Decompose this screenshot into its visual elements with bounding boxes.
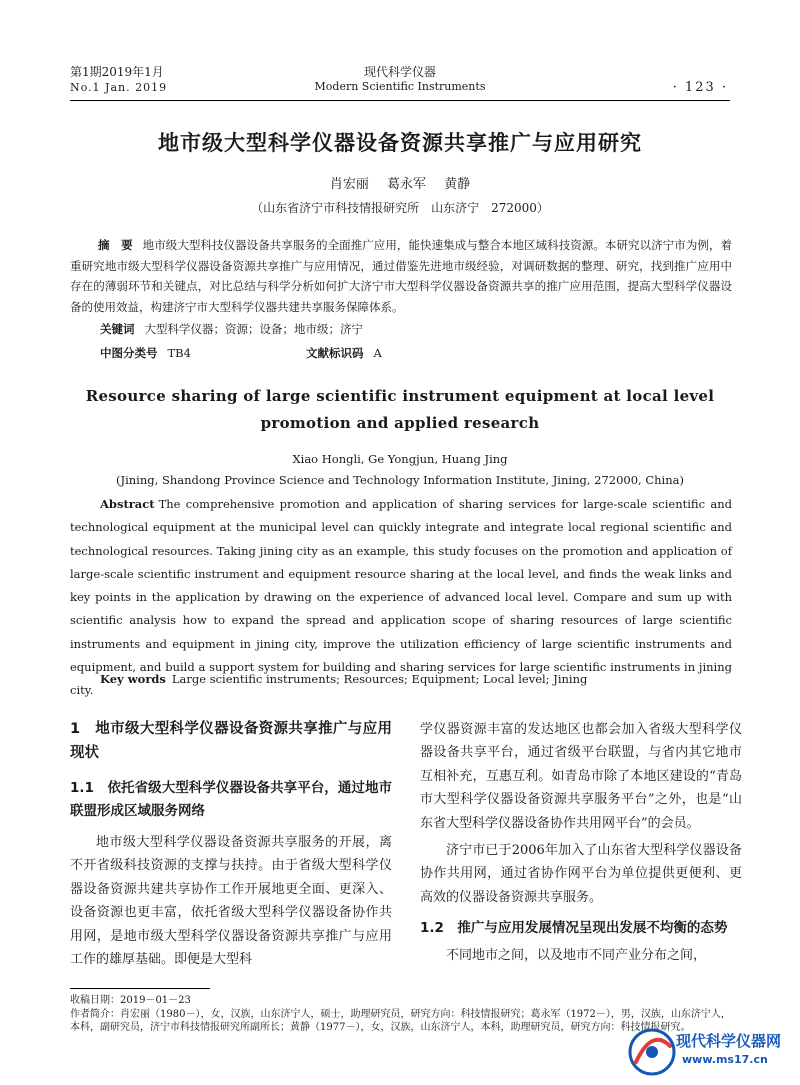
issue-date-cn: 第1期2019年1月	[70, 65, 164, 79]
header-rule	[70, 100, 730, 101]
classification-value: TB4	[167, 346, 191, 360]
abstract-en-text: The comprehensive promotion and application of sharing services for large-scale scientific and technological equipment at the municipal level can quickly integrate and integrate local regional scientific and technological resources. Taking jining city as an example, this study focuses on the promotion and application of large-scale scientific instrument and equipment resource sharing at the local level, and finds the weak links and key points in the application by drawing on the experience of advanced local level. Compare and sum up with scientific analysis how to expand the spread and application scope of sharing resources of large scientific instruments and equipment in jining city, improve the utilization efficiency of large scientific instruments and equipment, and build a support system for building and sharing services for large scientific instruments in jining city.	[70, 497, 732, 698]
watermark-url: www.ms17.cn	[682, 1053, 768, 1066]
footnote-rule	[70, 988, 210, 989]
authors-en: Xiao Hongli, Ge Yongjun, Huang Jing	[292, 452, 508, 466]
affiliation-en: (Jining, Shandong Province Science and Technology Information Institute, Jining, 272000, China)	[116, 473, 684, 487]
journal-name-cn: 现代科学仪器	[363, 65, 436, 79]
abstract-cn-label: 摘 要	[98, 238, 133, 252]
issue-date-en: No.1 Jan. 2019	[70, 81, 168, 94]
affiliation-cn: （山东省济宁市科技情报研究所 山东济宁 272000）	[251, 201, 549, 215]
page-number: · 123 ·	[672, 80, 728, 95]
document-code	[306, 345, 382, 361]
paper-title-en: Resource sharing of large scientific instrument equipment at local level promotion and applied research	[85, 387, 715, 432]
keywords-cn-text: 大型科学仪器；资源；设备；地市级；济宁	[144, 322, 363, 336]
keywords-cn	[100, 321, 363, 337]
section-1-1-heading: 1.1 依托省级大型科学仪器设备共享平台，通过地市联盟形成区域服务网络	[70, 780, 392, 819]
body-paragraph-3: 不同地市之间，以及地市不同产业分布之间，	[446, 948, 707, 964]
body-left-column	[70, 717, 392, 971]
keywords-en-label: Key words	[100, 672, 166, 686]
document-code-value: A	[373, 346, 382, 360]
classification-label: 中图分类号	[100, 346, 158, 360]
body-paragraph-1-continued: 学仪器资源丰富的发达地区也都会加入省级大型科学仪器设备共享平台，通过省级平台联盟，与省内其它地市互相补充，互惠互利。如青岛市除了本地区建设的“青岛市大型科学仪器设备资源共享服务平台”之外，也是“山东省大型科学仪器设备协作共用网平台”的会员。	[420, 722, 742, 831]
body-right-column	[420, 718, 742, 968]
watermark-site-name: 现代科学仪器网	[676, 1032, 782, 1050]
classification-code	[100, 345, 191, 361]
journal-name-en: Modern Scientific Instruments	[314, 80, 486, 93]
received-date: 收稿日期：2019－01－23	[70, 995, 191, 1006]
body-paragraph-2: 济宁市已于2006年加入了山东省大型科学仪器设备协作共用网，通过省协作网平台为单位提供更便利、更高效的仪器设备资源共享服务。	[420, 843, 742, 905]
authors-cn: 肖宏丽 葛永军 黄静	[329, 177, 471, 192]
abstract-cn	[70, 235, 732, 317]
abstract-cn-text: 地市级大型科技仪器设备共享服务的全面推广应用，能快速集成与整合本地区域科技资源。本研究以济宁市为例，着重研究地市级大型科学仪器设备资源共享推广与应用情况，通过借鉴先进地市级经验，对调研数据的整理、研究，找到推广应用中存在的薄弱环节和关键点，对比总结与科学分析如何扩大济宁市大型科学仪器设备资源共享的推广应用范围，提高大型科学仪器设备的使用效益，构建济宁市大型科学仪器共建共享服务保障体系。	[70, 238, 732, 314]
section-1-heading: 1 地市级大型科学仪器设备资源共享推广与应用现状	[70, 721, 392, 761]
keywords-en-text: Large scientific instruments; Resources; Equipment; Local level; Jining	[171, 672, 588, 686]
abstract-en-label: Abstract	[100, 497, 155, 511]
paper-title-cn: 地市级大型科学仪器设备资源共享推广与应用研究	[158, 131, 642, 155]
author-bio: 作者简介：肖宏丽（1980－），女，汉族，山东济宁人，硕士，助理研究员，研究方向：科技情报研究；葛永军（1972－），男，汉族，山东济宁人，本科，副研究员，济宁市科技情报研究所副所长；黄静（1977－），女，汉族，山东济宁人，本科，助理研究员，研究方向：科技情报研究。	[70, 1008, 731, 1033]
section-1-2-heading: 1.2 推广与应用发展情况呈现出发展不均衡的态势	[420, 920, 728, 937]
document-code-label: 文献标识码	[306, 346, 364, 360]
body-paragraph-1: 地市级大型科学仪器设备资源共享服务的开展，离不开省级科技资源的支撑与扶持。由于省级大型科学仪器设备资源共建共享协作工作开展地更全面、更深入、设备资源也更丰富，依托省级大型科学仪器设备协作共用网，是地市级大型科学仪器设备资源共享推广与应用工作的雄厚基础。即便是大型科	[70, 835, 392, 968]
keywords-en	[100, 672, 587, 686]
keywords-cn-label: 关键词	[100, 322, 135, 336]
